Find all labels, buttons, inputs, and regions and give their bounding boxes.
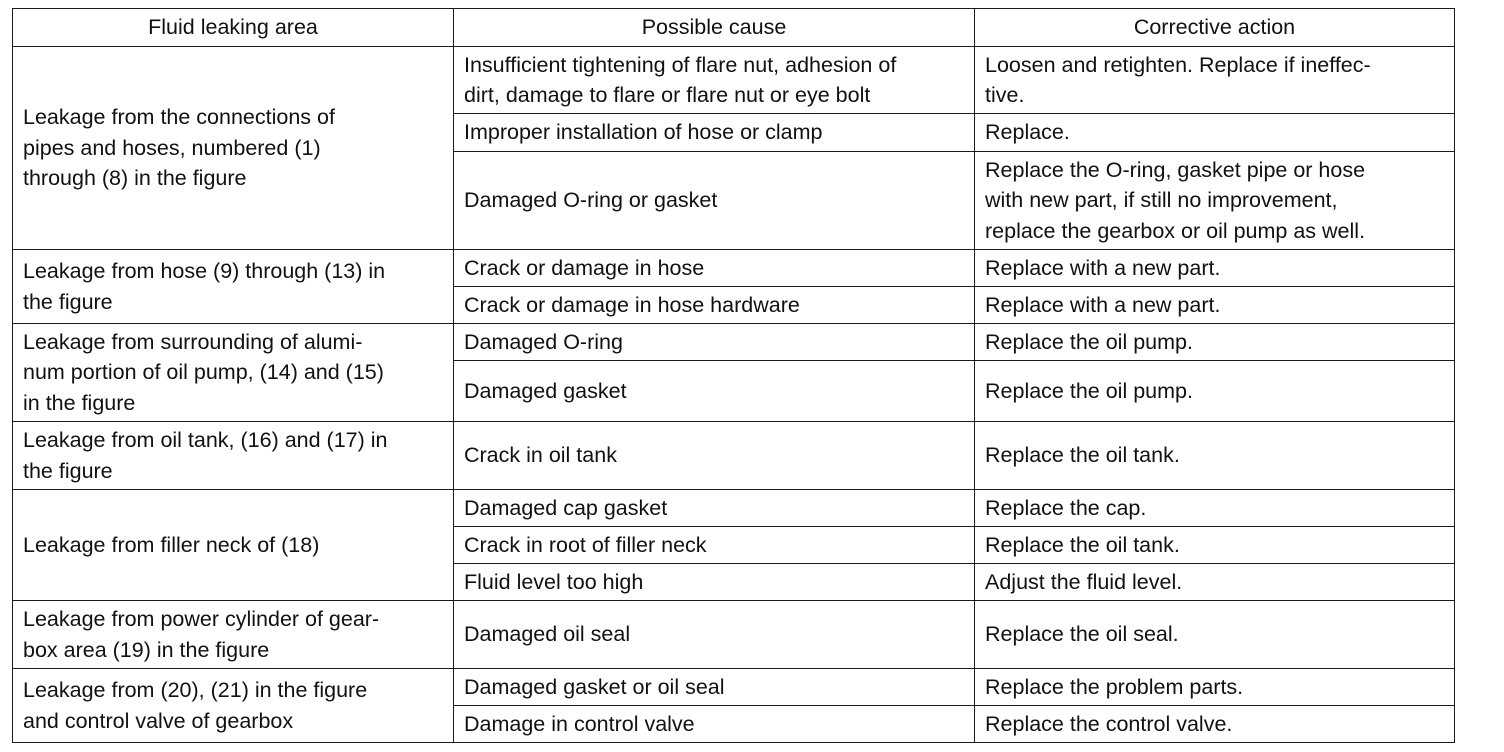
cell-line: Loosen and retighten. Replace if ineffec- xyxy=(985,52,1371,77)
cell-line: dirt, damage to flare or flare nut or eye bolt xyxy=(464,83,871,107)
cell-line: Improper installation of hose or clamp xyxy=(464,120,823,145)
corrective-action-cell xyxy=(975,287,1455,324)
possible-cause-cell xyxy=(454,250,975,287)
table-row xyxy=(13,490,1455,527)
cell-line: Leakage from power cylinder of gear- xyxy=(23,607,380,631)
table-row xyxy=(13,669,1455,706)
cell-line: Insufficient tightening of flare nut, adhesion of xyxy=(464,52,897,77)
cell-line: the figure xyxy=(23,289,113,314)
cell-line: and control valve of gearbox xyxy=(23,708,294,733)
corrective-action-cell xyxy=(975,422,1455,490)
cell-line: Leakage from the connections of xyxy=(23,105,335,130)
cell-line: Crack or damage in hose hardware xyxy=(464,292,800,317)
possible-cause-cell xyxy=(454,422,975,490)
cell-line: box area (19) in the figure xyxy=(23,637,270,662)
possible-cause-cell xyxy=(454,490,975,527)
corrective-action-cell xyxy=(975,47,1455,114)
cell-line: tive. xyxy=(985,83,1025,107)
possible-cause-cell xyxy=(454,152,975,250)
cell-line: Damaged O-ring xyxy=(464,329,623,354)
corrective-action-cell xyxy=(975,527,1455,564)
header-row xyxy=(13,9,1455,47)
possible-cause-cell xyxy=(454,324,975,361)
fluid-leaking-area-cell xyxy=(13,324,454,422)
cell-line: Replace the oil pump. xyxy=(985,329,1193,354)
possible-cause-cell xyxy=(454,669,975,706)
cell-line: Crack in root of filler neck xyxy=(464,532,707,557)
cell-line: Damage in control valve xyxy=(464,711,695,736)
cell-line: Replace the oil tank. xyxy=(985,443,1180,468)
corrective-action-cell xyxy=(975,114,1455,152)
table-row xyxy=(13,250,1455,287)
corrective-action-cell xyxy=(975,490,1455,527)
cell-line: Crack or damage in hose xyxy=(464,255,705,280)
cell-line: Crack in oil tank xyxy=(464,443,617,468)
cell-line: the figure xyxy=(23,458,113,483)
header-corrective-action: Corrective action xyxy=(975,9,1455,47)
cell-line: with new part, if still no improvement, xyxy=(985,188,1338,213)
cell-line: Replace the oil pump. xyxy=(985,378,1193,403)
corrective-action-cell xyxy=(975,564,1455,601)
corrective-action-cell xyxy=(975,324,1455,361)
cell-line: Adjust the fluid level. xyxy=(985,569,1183,594)
cell-line: Replace with a new part. xyxy=(985,292,1221,317)
cell-line: in the figure xyxy=(23,390,136,415)
cell-line: Damaged gasket xyxy=(464,378,627,403)
corrective-action-cell xyxy=(975,152,1455,250)
possible-cause-cell xyxy=(454,361,975,422)
cell-line: Replace the cap. xyxy=(985,495,1147,520)
fluid-leaking-area-cell xyxy=(13,422,454,490)
possible-cause-cell xyxy=(454,706,975,743)
cell-line: Leakage from surrounding of alumi- xyxy=(23,329,363,354)
cell-line: Fluid level too high xyxy=(464,569,644,594)
possible-cause-cell xyxy=(454,287,975,324)
corrective-action-cell xyxy=(975,706,1455,743)
header-possible-cause: Possible cause xyxy=(454,9,975,47)
possible-cause-cell xyxy=(454,601,975,669)
cell-line: Replace the problem parts. xyxy=(985,674,1244,699)
cell-line: Replace the oil seal. xyxy=(985,622,1179,647)
cell-line: Leakage from hose (9) through (13) in xyxy=(23,259,386,283)
fluid-leaking-area-cell xyxy=(13,669,454,743)
troubleshooting-table xyxy=(12,8,1455,743)
cell-line: Replace with a new part. xyxy=(985,255,1221,280)
corrective-action-cell xyxy=(975,361,1455,422)
possible-cause-cell xyxy=(454,114,975,152)
table-body xyxy=(13,47,1455,743)
corrective-action-cell xyxy=(975,669,1455,706)
table-row xyxy=(13,422,1455,490)
possible-cause-cell xyxy=(454,564,975,601)
corrective-action-cell xyxy=(975,601,1455,669)
cell-line: num portion of oil pump, (14) and (15) xyxy=(23,360,384,385)
cell-line: Damaged oil seal xyxy=(464,622,631,647)
cell-line: Replace the oil tank. xyxy=(985,532,1180,557)
table-row xyxy=(13,601,1455,669)
cell-line: Leakage from filler neck of (18) xyxy=(23,532,320,557)
cell-line: Replace the control valve. xyxy=(985,711,1233,736)
cell-line: replace the gearbox or oil pump as well. xyxy=(985,218,1366,243)
cell-line: Replace. xyxy=(985,120,1070,145)
cell-line: Damaged gasket or oil seal xyxy=(464,674,725,699)
fluid-leaking-area-cell xyxy=(13,47,454,250)
table-row xyxy=(13,47,1455,114)
cell-line: Damaged cap gasket xyxy=(464,495,668,520)
table-row xyxy=(13,324,1455,361)
cell-line: through (8) in the figure xyxy=(23,166,247,191)
possible-cause-cell xyxy=(454,47,975,114)
cell-line: Replace the O-ring, gasket pipe or hose xyxy=(985,157,1366,182)
cell-line: pipes and hoses, numbered (1) xyxy=(23,135,321,160)
cell-line: Leakage from oil tank, (16) and (17) in xyxy=(23,428,388,452)
fluid-leaking-area-cell xyxy=(13,601,454,669)
fluid-leaking-area-cell xyxy=(13,250,454,324)
corrective-action-cell xyxy=(975,250,1455,287)
cell-line: Damaged O-ring or gasket xyxy=(464,188,718,213)
header-fluid-leaking-area: Fluid leaking area xyxy=(13,9,454,47)
fluid-leaking-area-cell xyxy=(13,490,454,601)
cell-line: Leakage from (20), (21) in the figure xyxy=(23,678,368,702)
possible-cause-cell xyxy=(454,527,975,564)
